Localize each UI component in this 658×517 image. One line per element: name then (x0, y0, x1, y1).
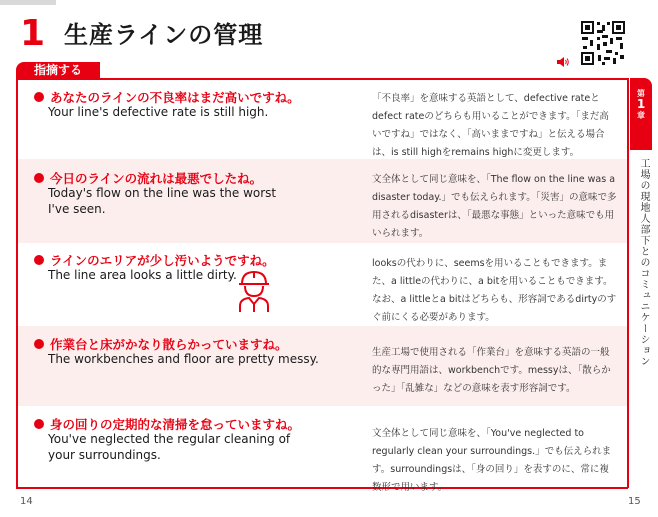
phrase-row (18, 326, 627, 406)
phrase-note: looksの代わりに、seemsを用いることもできます。また、a littleの代わりに、a bitを用いることもできます。なお、a littleとa bitはどちらも、形容詞であるdirtyのすぐ前にくる必要があります。 (372, 258, 617, 323)
phrase-english: Your line's defective rate is still high. (48, 105, 269, 119)
phrase-row (18, 159, 627, 243)
page-number-left: 14 (20, 496, 33, 507)
chapter-number: 1 (20, 13, 46, 54)
page-number-right: 15 (628, 496, 641, 507)
phrase-note: 「不良率」を意味する英語として、defective rateとdefect rateのどちらも用いることができます。「まだ高いですね」ではなく、「高いままですね」と伝える場合は、is still highをremains highに変更します。 (372, 93, 609, 158)
phrase-english: The line area looks a little dirty. (48, 268, 237, 282)
chapter-caption: 工場の現地人部下とのコミュニケーション (638, 158, 649, 367)
bullet-dot-icon (34, 92, 44, 102)
phrase-japanese-text: 身の回りの定期的な清掃を怠っていますね。 (50, 417, 301, 432)
speaker-icon[interactable] (557, 57, 569, 67)
chapter-tab-number: 1 (636, 97, 646, 111)
qr-code-icon[interactable] (580, 20, 626, 66)
phrase-row (18, 407, 627, 493)
top-gray-bar (0, 0, 56, 5)
worker-helmet-icon (236, 268, 272, 312)
phrase-note: 生産工場で使用される「作業台」を意味する英語の一般的な専門用語は、workbenchです。messyは、「散らかった」「乱雑な」などの意味を表す形容詞です。 (372, 347, 611, 394)
phrase-japanese-text: ラインのエリアが少し汚いようですね。 (50, 253, 275, 268)
bullet-dot-icon (34, 339, 44, 349)
phrase-japanese-text: 作業台と床がかなり散らかっていますね。 (50, 337, 288, 352)
panel-border-right (627, 78, 629, 488)
phrase-note: 文全体として同じ意味を、「You've neglected to regularly clean your surroundings.」でも伝えられます。surroundingsは、「身の回り」を表すのに、常に複数形で用います。 (372, 428, 612, 493)
page-title: 生産ラインの管理 (64, 21, 264, 49)
phrase-english: The workbenches and floor are pretty messy. (48, 352, 319, 366)
phrase-note: 文全体として同じ意味を、「The flow on the line was a disaster today.」でも伝えられます。「災害」の意味で多用されるdisasterは、「最悪な事態」といった意味でも用いられます。 (372, 174, 617, 239)
chapter-tab-label-top: 第 (637, 89, 645, 98)
phrase-english: You've neglected the regular cleaning of your surroundings. (48, 432, 291, 462)
bullet-dot-icon (34, 255, 44, 265)
phrase-japanese-text: あなたのラインの不良率はまだ高いですね。 (50, 90, 300, 105)
bullet-dot-icon (34, 419, 44, 429)
phrase-english: Today's flow on the line was the worst I've seen. (48, 186, 277, 216)
bullet-dot-icon (34, 173, 44, 183)
chapter-tab-label-bottom: 章 (637, 111, 645, 120)
phrase-row (18, 80, 627, 158)
chapter-side-tab-text (632, 88, 650, 121)
phrase-japanese-text: 今日のラインの流れは最悪でしたね。 (50, 171, 263, 186)
section-tag: 指摘する (16, 62, 100, 79)
phrase-row (18, 243, 627, 325)
